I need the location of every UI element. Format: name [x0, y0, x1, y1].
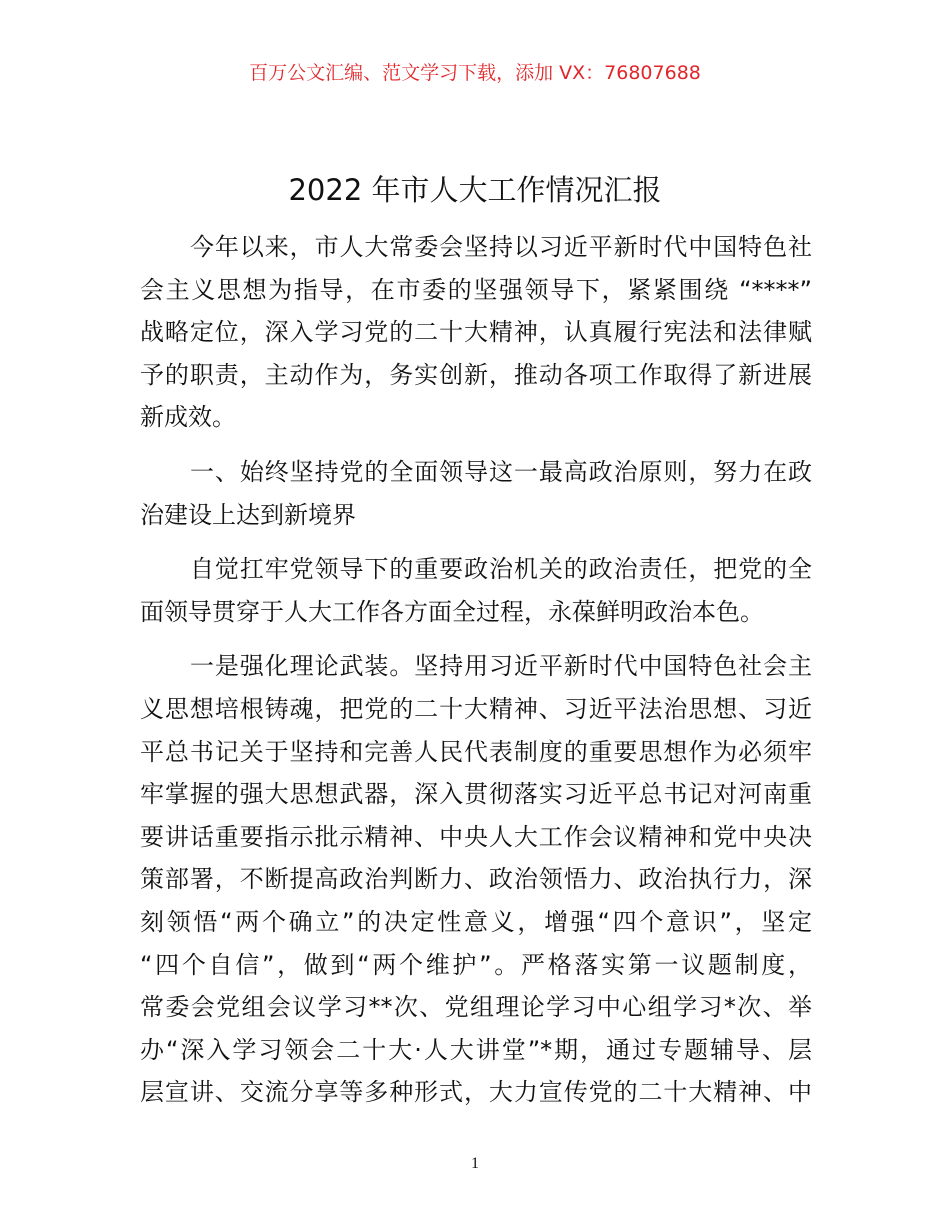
text-line: 常委会党组会议学习**次、党组理论学习中心组学习*次、举 — [140, 993, 812, 1022]
text-line: 要讲话重要指示批示精神、中央人大工作会议精神和党中央决 — [140, 822, 812, 851]
text-line: 会主义思想为指导，在市委的坚强领导下，紧紧围绕 “****” — [140, 275, 812, 304]
watermark-header: 百万公文汇编、范文学习下载，添加 VX：76807688 — [249, 62, 701, 84]
text-line: 牢掌握的强大思想武器，深入贯彻落实习近平总书记对河南重 — [140, 780, 812, 809]
text-line: “四个自信”，做到“两个维护”。严格落实第一议题制度， — [140, 950, 812, 979]
text-line: 办“深入学习领会二十大·人大讲堂”*期，通过专题辅导、层 — [140, 1035, 812, 1064]
text-line: 予的职责，主动作为，务实创新，推动各项工作取得了新进展 — [140, 360, 812, 389]
paragraph-section-intro — [140, 548, 812, 633]
text-line: 义思想培根铸魂，把党的二十大精神、习近平法治思想、习近 — [140, 694, 812, 723]
text-line: 新成效。 — [140, 403, 236, 432]
text-line: 一是强化理论武装。坚持用习近平新时代中国特色社会主 — [190, 652, 812, 681]
document-body — [140, 226, 812, 1114]
text-line: 治建设上达到新境界 — [140, 500, 356, 529]
text-line: 平总书记关于坚持和完善人民代表制度的重要思想作为必须牢 — [140, 737, 812, 766]
text-line: 策部署，不断提高政治判断力、政治领悟力、政治执行力，深 — [140, 865, 812, 894]
text-line: 面领导贯穿于人大工作各方面全过程，永葆鲜明政治本色。 — [140, 597, 764, 626]
text-line: 一、始终坚持党的全面领导这一最高政治原则，努力在政 — [190, 457, 812, 486]
text-line: 今年以来，市人大常委会坚持以习近平新时代中国特色社 — [190, 233, 812, 261]
text-line: 刻领悟“两个确立”的决定性意义，增强“四个意识”，坚定 — [140, 907, 812, 936]
text-line: 战略定位，深入学习党的二十大精神，认真履行宪法和法律赋 — [140, 318, 812, 347]
paragraph-intro — [140, 226, 812, 439]
text-line: 层宣讲、交流分享等多种形式，大力宣传党的二十大精神、中 — [140, 1078, 812, 1107]
page-number: 1 — [471, 1155, 479, 1172]
document-title: 2022 年市人大工作情况汇报 — [288, 173, 662, 207]
section-heading-1 — [140, 451, 812, 536]
paragraph-theory — [140, 645, 812, 1114]
text-line: 自觉扛牢党领导下的重要政治机关的政治责任，把党的全 — [190, 555, 812, 584]
